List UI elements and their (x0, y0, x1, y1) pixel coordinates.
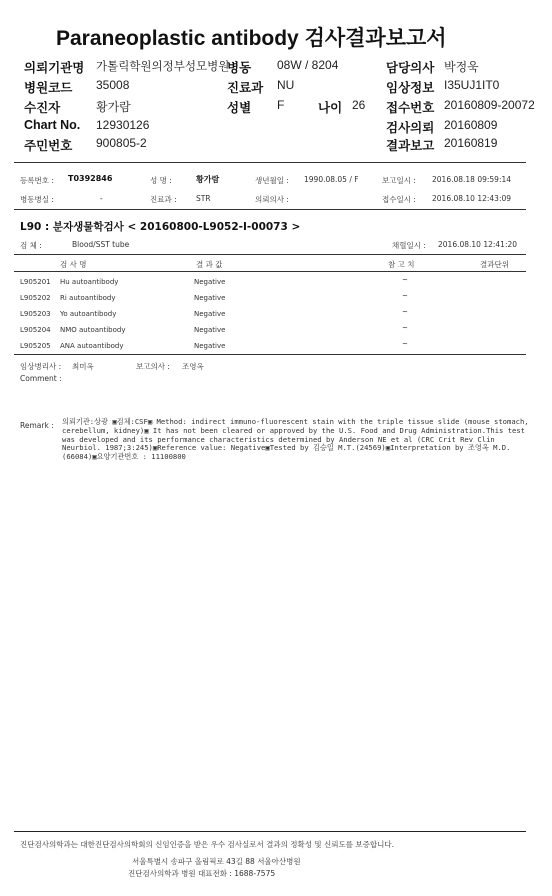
remark-label: Remark : (20, 421, 54, 430)
test-result: Negative (194, 294, 226, 302)
name-value: 황가람 (196, 175, 220, 184)
col-result: 결 과 값 (196, 260, 223, 269)
table-top-rule (14, 254, 526, 255)
sex-label: 성별 (227, 101, 252, 115)
resident-no-value: 900805-2 (96, 136, 147, 150)
hospital-value: 가톨릭학원의정부성모병원 (96, 61, 230, 73)
test-code: L905201 (20, 278, 51, 286)
hospital-code-label: 병원코드 (24, 81, 73, 95)
request-date-label: 검사의뢰 (386, 121, 435, 135)
col-test-name: 검 사 명 (60, 260, 87, 269)
footer-certification: 진단검사의학과는 대한진단검사의학회의 신임인증을 받은 우수 검사실로서 결과의 정확성 및 신뢰도를 보증합니다. (20, 840, 394, 849)
dob-value: 1990.08.05 / F (304, 175, 359, 184)
doctor-label: 담당의사 (386, 61, 435, 75)
accession-value: 20160809-20072 (444, 98, 535, 112)
chart-no-value: 12930126 (96, 118, 150, 132)
specimen-label: 검 체 : (20, 241, 42, 250)
specimen-value: Blood/SST tube (72, 240, 130, 249)
hospital-code-value: 35008 (96, 78, 130, 92)
test-name: Hu autoantibody (60, 278, 119, 286)
ward-room-label: 병동병실 : (20, 195, 54, 204)
test-code: L905205 (20, 342, 51, 350)
accession-label: 접수번호 (386, 101, 435, 115)
ward-room-value: - (100, 194, 103, 203)
requesting-doctor-label: 의뢰의사 : (255, 195, 289, 204)
resident-no-label: 주민번호 (24, 139, 73, 153)
test-name: Yo autoantibody (60, 310, 117, 318)
request-date-value: 20160809 (444, 118, 498, 132)
dept-value: STR (196, 194, 211, 203)
chart-no-label: Chart No. (24, 118, 81, 132)
col-unit: 결과단위 (480, 260, 509, 269)
remark-text: 의뢰기관:상광 ▣검체:CSF▣ Method: indirect immuno-fluorescent stain with the triple tissue slide (mouse stomach, cerebellum, kidney)▣ It has not been cleared or approved by the U.S. Food and Drug Administration.This test was developed and its performance characteristics determined by Anderson NE et al (CRC Crit Rev Clin Neurbiol. 1987;3:245)▣Reference value: Negative▣Tested by 김승일 M.T.(24569)▣Interpretation by 조영옥 M.D.(66084)▣요양기관번호 : 11100800 (62, 417, 529, 462)
age-label: 나이 (318, 101, 343, 115)
collected-label: 채혈일시 : (392, 241, 426, 250)
test-reference: ~ (402, 308, 408, 316)
reg-no-value: T0392846 (68, 174, 113, 183)
pathologist-value: 최미옥 (72, 362, 94, 371)
dob-label: 생년월일 : (255, 176, 289, 185)
report-section-title: L90 : 분자생물학검사 < 20160800-L9052-I-00073 > (20, 221, 301, 233)
report-time-value: 2016.08.18 09:59:14 (432, 175, 512, 184)
patient-value: 황가람 (96, 100, 131, 114)
reporter-value: 조영옥 (182, 362, 204, 371)
report-time-label: 보고일시 : (382, 176, 416, 185)
ward-value: 08W / 8204 (277, 58, 339, 72)
footer-divider (14, 831, 526, 832)
comment-label: Comment : (20, 374, 62, 383)
table-bottom-rule (14, 354, 526, 355)
test-name: Ri autoantibody (60, 294, 116, 302)
footer-contact: 진단검사의학과 병원 대표전화 : 1688-7575 (128, 869, 276, 878)
test-reference: ~ (402, 276, 408, 284)
footer-address: 서울특별시 송파구 올림픽로 43길 88 서울아산병원 (132, 857, 301, 866)
header-divider (14, 162, 526, 163)
reg-no-label: 등록번호 : (20, 176, 54, 185)
dept-label: 진료과 : (150, 195, 177, 204)
test-code: L905204 (20, 326, 51, 334)
department-label: 진료과 (227, 81, 264, 95)
clinical-info-label: 임상정보 (386, 81, 435, 95)
test-result: Negative (194, 326, 226, 334)
info-divider (14, 209, 526, 210)
test-reference: ~ (402, 340, 408, 348)
test-reference: ~ (402, 324, 408, 332)
department-value: NU (277, 78, 295, 92)
test-code: L905203 (20, 310, 51, 318)
table-header-rule (14, 271, 526, 272)
clinical-info-value: I35UJ1IT0 (444, 78, 500, 92)
reporter-label: 보고의사 : (136, 362, 170, 371)
age-value: 26 (352, 98, 366, 112)
sex-value: F (277, 98, 285, 112)
test-result: Negative (194, 278, 226, 286)
test-code: L905202 (20, 294, 51, 302)
collected-value: 2016.08.10 12:41:20 (438, 240, 518, 249)
test-reference: ~ (402, 292, 408, 300)
pathologist-label: 임상병리사 : (20, 362, 62, 371)
test-name: NMO autoantibody (60, 326, 126, 334)
report-title: Paraneoplastic antibody 검사결과보고서 (56, 27, 447, 50)
test-result: Negative (194, 310, 226, 318)
hospital-label: 의뢰기관명 (24, 61, 85, 75)
test-name: ANA autoantibody (60, 342, 124, 350)
doctor-value: 박정욱 (444, 60, 479, 74)
name-label: 성 명 : (150, 176, 172, 185)
report-date-value: 20160819 (444, 136, 498, 150)
col-reference: 참 고 치 (388, 260, 415, 269)
ward-label: 병동 (227, 61, 252, 75)
received-label: 접수일시 : (382, 195, 416, 204)
report-date-label: 결과보고 (386, 139, 435, 153)
received-value: 2016.08.10 12:43:09 (432, 194, 512, 203)
test-result: Negative (194, 342, 226, 350)
patient-label: 수진자 (24, 101, 61, 115)
